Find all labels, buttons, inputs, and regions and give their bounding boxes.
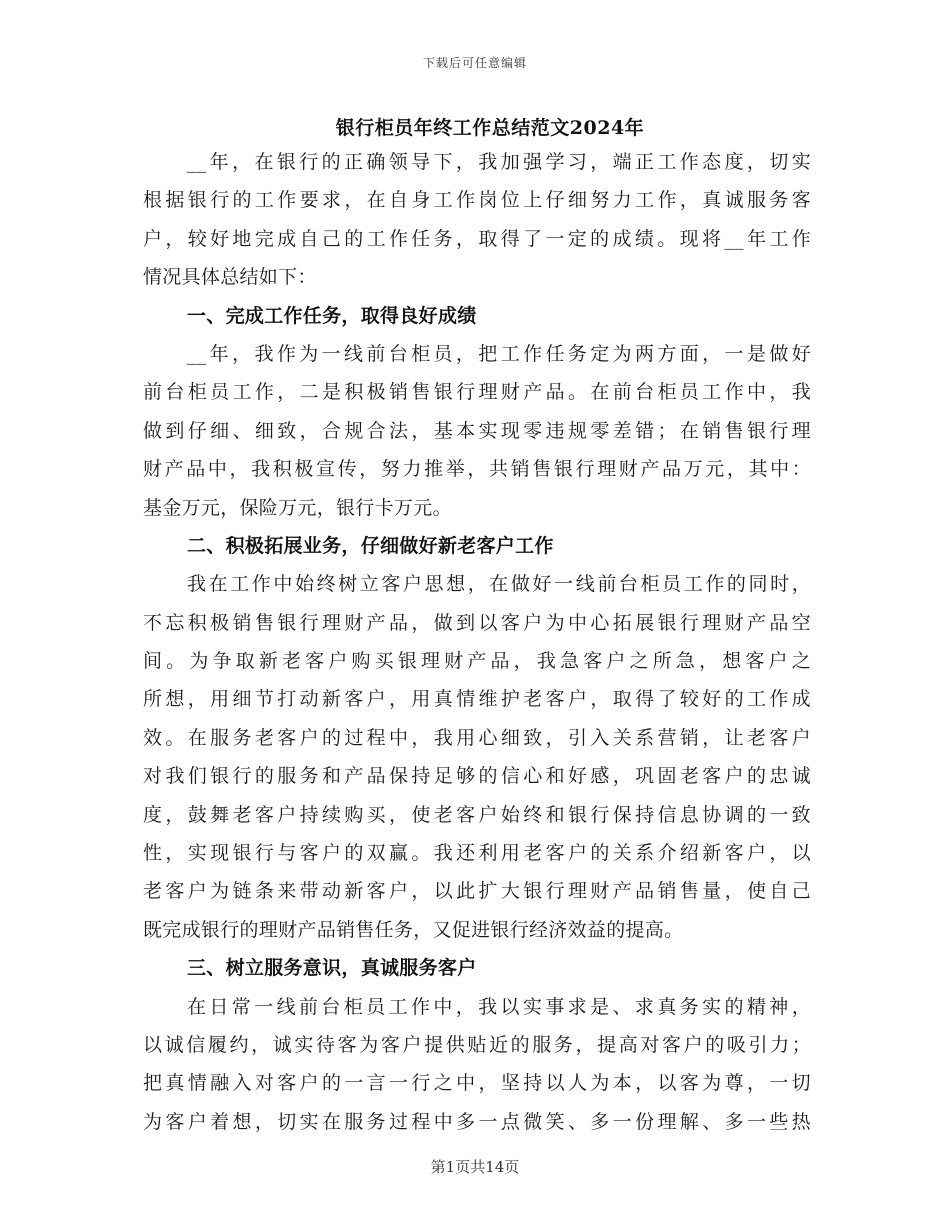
body-line: 为客户着想，切实在服务过程中多一点微笑、多一份理解、多一些热: [143, 1110, 811, 1133]
body-line: 根据银行的工作要求，在自身工作岗位上仔细努力工作，真诚服务客: [143, 189, 811, 212]
body-line: 所想，用细节打动新客户，用真情维护老客户，取得了较好的工作成: [143, 688, 811, 711]
body-line: 把真情融入对客户的一言一行之中，坚持以人为本，以客为尊，一切: [143, 1072, 811, 1095]
body-line: 在日常一线前台柜员工作中，我以实事求是、求真务实的精神，: [187, 995, 811, 1018]
body-line: 户，较好地完成自己的工作任务，取得了一定的成绩。现将__年工作: [143, 227, 811, 250]
body-line: 情况具体总结如下：: [143, 266, 317, 289]
document-body: [143, 143, 811, 1141]
section-heading: 一、完成工作任务，取得良好成绩: [187, 304, 477, 327]
document-title: 银行柜员年终工作总结范文2024年: [335, 117, 645, 139]
section-heading: 二、积极拓展业务，仔细做好新老客户工作: [187, 534, 554, 557]
body-line: 老客户为链条来带动新客户，以此扩大银行理财产品销售量，使自己: [143, 880, 811, 903]
body-line: 度，鼓舞老客户持续购买，使老客户始终和银行保持信息协调的一致: [143, 803, 811, 826]
body-line: 前台柜员工作，二是积极销售银行理财产品。在前台柜员工作中，我: [143, 381, 811, 404]
body-line: 对我们银行的服务和产品保持足够的信心和好感，巩固老客户的忠诚: [143, 765, 811, 788]
body-line: 财产品中，我积极宣传，努力推举，共销售银行理财产品万元，其中：: [143, 458, 811, 481]
body-line: 既完成银行的理财产品销售任务，又促进银行经济效益的提高。: [143, 918, 684, 941]
body-line: 做到仔细、细致，合规合法，基本实现零违规零差错；在销售银行理: [143, 419, 811, 442]
body-line: 基金万元，保险万元，银行卡万元。: [143, 496, 452, 519]
body-line: __年，我作为一线前台柜员，把工作任务定为两方面，一是做好: [187, 342, 811, 365]
body-line: __年，在银行的正确领导下，我加强学习，端正工作态度，切实: [187, 151, 811, 173]
body-line: 间。为争取新老客户购买银理财产品，我急客户之所急，想客户之: [143, 650, 811, 673]
section-heading: 三、树立服务意识，真诚服务客户: [187, 957, 477, 980]
body-line: 效。在服务老客户的过程中，我用心细致，引入关系营销，让老客户: [143, 726, 811, 749]
page-number: 第1页共14页: [430, 1158, 520, 1176]
body-line: 不忘积极销售银行理财产品，做到以客户为中心拓展银行理财产品空: [143, 611, 811, 634]
body-line: 我在工作中始终树立客户思想，在做好一线前台柜员工作的同时，: [187, 573, 811, 596]
page-header-note: 下载后可任意编辑: [422, 56, 527, 70]
body-line: 性，实现银行与客户的双赢。我还利用老客户的关系介绍新客户，以: [143, 842, 811, 865]
body-line: 以诚信履约，诚实待客为客户提供贴近的服务，提高对客户的吸引力；: [143, 1033, 811, 1056]
